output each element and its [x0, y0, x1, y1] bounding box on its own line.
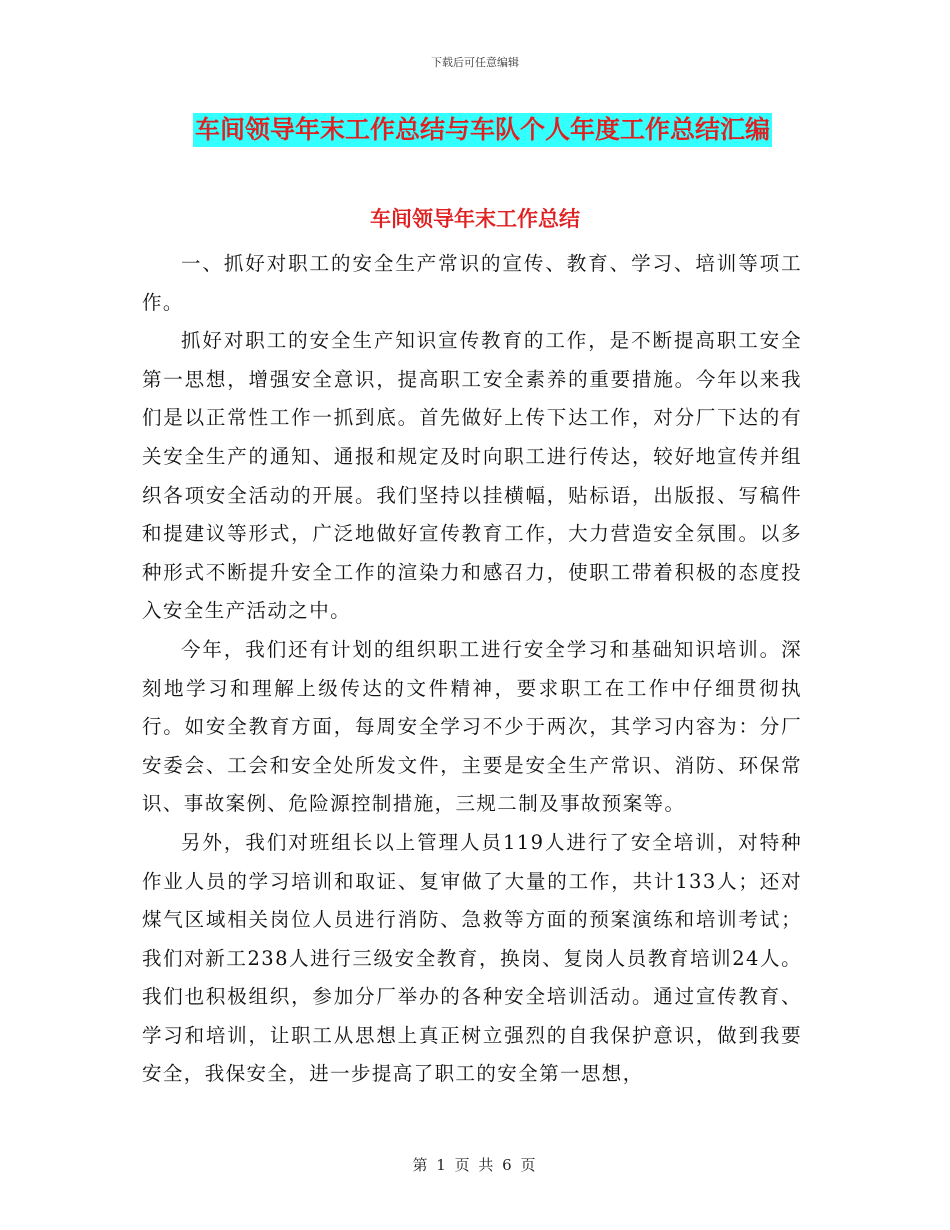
document-body — [142, 245, 802, 1094]
header-note: 下载后可任意编辑 — [431, 56, 519, 69]
paragraph: 一、抓好对职工的安全生产常识的宣传、教育、学习、培训等项工作。 — [142, 252, 802, 314]
paragraph: 另外，我们对班组长以上管理人员119人进行了安全培训，对特种作业人员的学习培训和取证、复审做了大量的工作，共计133人；还对煤气区域相关岗位人员进行消防、急救等方面的预案演练和培训考试；我们对新工238人进行三级安全教育，换岗、复岗人员教育培训24人。我们也积极组织，参加分厂举办的各种安全培训活动。通过宣传教育、学习和培训，让职工从思想上真正树立强烈的自我保护意识，做到我要安全，我保安全，进一步提高了职工的安全第一思想， — [142, 830, 802, 1086]
page-footer: 第 1 页 共 6 页 — [412, 1156, 538, 1174]
section-title: 车间领导年末工作总结 — [370, 207, 580, 231]
document-title: 车间领导年末工作总结与车队个人年度工作总结汇编 — [193, 113, 772, 147]
paragraph: 今年，我们还有计划的组织职工进行安全学习和基础知识培训。深刻地学习和理解上级传达的文件精神，要求职工在工作中仔细贯彻执行。如安全教育方面，每周安全学习不少于两次，其学习内容为：分厂安委会、工会和安全处所发文件，主要是安全生产常识、消防、环保常识、事故案例、危险源控制措施，三规二制及事故预案等。 — [142, 637, 802, 816]
paragraph: 抓好对职工的安全生产知识宣传教育的工作，是不断提高职工安全第一思想，增强安全意识，提高职工安全素养的重要措施。今年以来我们是以正常性工作一抓到底。首先做好上传下达工作，对分厂下达的有关安全生产的通知、通报和规定及时向职工进行传达，较好地宣传并组织各项安全活动的开展。我们坚持以挂横幅，贴标语，出版报、写稿件和提建议等形式，广泛地做好宣传教育工作，大力营造安全氛围。以多种形式不断提升安全工作的渲染力和感召力，使职工带着积极的态度投入安全生产活动之中。 — [142, 329, 802, 623]
